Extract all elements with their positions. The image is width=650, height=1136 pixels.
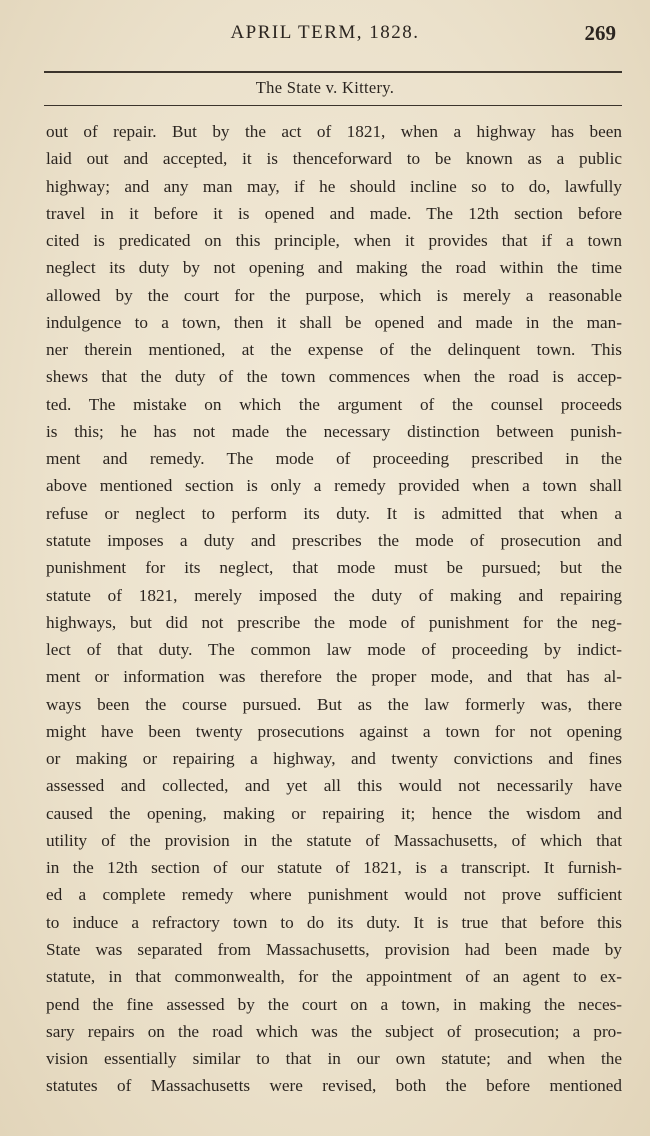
body-line: pend the fine assessed by the court on a town, in making the neces- xyxy=(46,994,622,1014)
body-line: statute of 1821, merely imposed the duty of making and repairing xyxy=(46,585,622,605)
body-line: assessed and collected, and yet all this would not necessarily have xyxy=(46,776,622,796)
body-line: statute, in that commonwealth, for the appointment of an agent to ex- xyxy=(46,967,622,987)
body-line: lect of that duty. The common law mode of proceeding by indict- xyxy=(46,640,622,660)
body-line: cited is predicated on this principle, when it provides that if a town xyxy=(46,231,622,251)
body-line: is this; he has not made the necessary distinction between punish- xyxy=(46,421,622,441)
body-line: ways been the course pursued. But as the law formerly was, there xyxy=(46,694,622,714)
body-line: punishment for its neglect, that mode must be pursued; but the xyxy=(46,558,622,578)
body-line: or making or repairing a highway, and twenty convictions and fines xyxy=(46,749,622,769)
body-line: utility of the provision in the statute of Massachusetts, of which that xyxy=(46,830,622,850)
body-line: above mentioned section is only a remedy provided when a town shall xyxy=(46,476,622,496)
body-line: caused the opening, making or repairing it; hence the wisdom and xyxy=(46,803,622,823)
body-line: sary repairs on the road which was the subject of prosecution; a pro- xyxy=(46,1021,622,1041)
body-line: laid out and accepted, it is thenceforward to be known as a public xyxy=(46,149,622,169)
body-text xyxy=(46,118,622,1100)
running-head xyxy=(0,22,650,50)
body-line: highways, but did not prescribe the mode of punishment for the neg- xyxy=(46,612,622,632)
body-line: statutes of Massachusetts were revised, both the before mentioned xyxy=(46,1076,622,1096)
body-line: vision essentially similar to that in our own statute; and when the xyxy=(46,1049,622,1069)
body-line: travel in it before it is opened and made. The 12th section before xyxy=(46,203,622,223)
body-line: allowed by the court for the purpose, which is merely a reasonable xyxy=(46,285,622,305)
page-number: 269 xyxy=(584,21,616,45)
body-line: to induce a refractory town to do its duty. It is true that before this xyxy=(46,912,622,932)
body-line: indulgence to a town, then it shall be opened and made in the man- xyxy=(46,312,622,332)
body-line: neglect its duty by not opening and making the road within the time xyxy=(46,258,622,278)
body-line: shews that the duty of the town commences when the road is accep- xyxy=(46,367,622,387)
body-line: statute imposes a duty and prescribes the mode of prosecution and xyxy=(46,530,622,550)
body-line: refuse or neglect to perform its duty. It is admitted that when a xyxy=(46,503,622,523)
body-line: ted. The mistake on which the argument of the counsel proceeds xyxy=(46,394,622,414)
body-line: out of repair. But by the act of 1821, when a highway has been xyxy=(46,122,622,141)
top-rule xyxy=(44,71,622,73)
body-line: in the 12th section of our statute of 1821, is a transcript. It furnish- xyxy=(46,858,622,878)
body-line: might have been twenty prosecutions against a town for not opening xyxy=(46,721,622,741)
body-line: ner therein mentioned, at the expense of the delinquent town. This xyxy=(46,340,622,360)
bottom-rule xyxy=(44,105,622,106)
running-title: APRIL TERM, 1828. xyxy=(230,22,420,43)
body-line: ment or information was therefore the proper mode, and that has al- xyxy=(46,667,622,687)
body-line: highway; and any man may, if he should incline so to do, lawfully xyxy=(46,176,622,196)
body-line: State was separated from Massachusetts, provision had been made by xyxy=(46,939,622,959)
body-line: ed a complete remedy where punishment would not prove sufficient xyxy=(46,885,622,905)
body-line: ment and remedy. The mode of proceeding prescribed in the xyxy=(46,449,622,469)
case-title: The State v. Kittery. xyxy=(255,78,395,97)
